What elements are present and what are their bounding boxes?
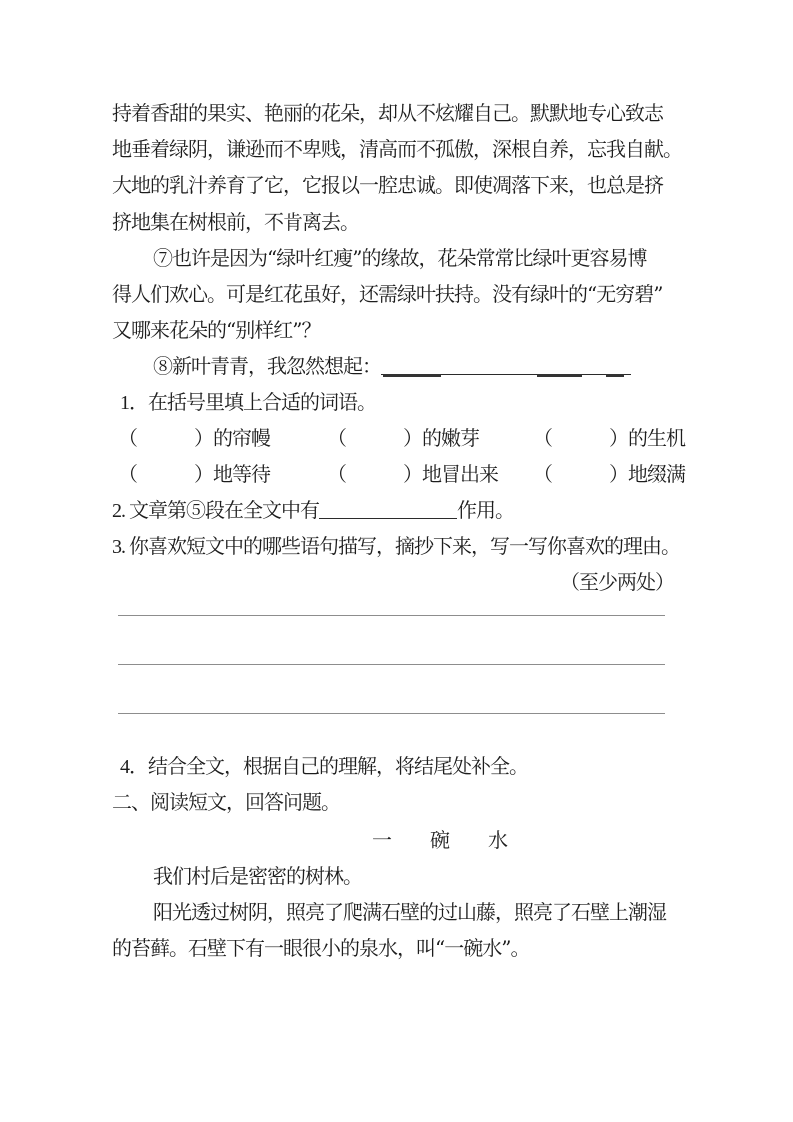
ink-mark bbox=[537, 374, 582, 377]
fill-blank-wait[interactable]: （ ）地等待 bbox=[118, 463, 270, 486]
rule-line bbox=[118, 713, 665, 714]
fill-blank-cover[interactable]: （ ）地缀满 bbox=[533, 463, 685, 486]
answer-line[interactable] bbox=[112, 713, 680, 749]
question-1-row1 bbox=[112, 421, 685, 457]
passage1-para7-line: ⑦也许是因为“绿叶红瘦”的缘故，花朵常常比绿叶更容易博 bbox=[153, 245, 647, 270]
worksheet-content bbox=[112, 95, 685, 966]
passage2-line: 的苔藓。石壁下有一眼很小的泉水，叫“一碗水”。 bbox=[112, 936, 530, 961]
fill-blank-vitality[interactable]: （ ）的生机 bbox=[533, 427, 685, 450]
question-1-row2 bbox=[112, 457, 685, 493]
fill-blank-bud[interactable]: （ ）的嫩芽 bbox=[327, 427, 479, 450]
rule-line bbox=[118, 615, 665, 616]
passage1-para8-line bbox=[112, 348, 680, 384]
question-2-blank[interactable] bbox=[319, 498, 457, 519]
question-4-label: 4．结合全文，根据自己的理解，将结尾处补全。 bbox=[120, 756, 528, 779]
question-2-prefix: 2. 文章第⑤段在全文中有 bbox=[112, 500, 319, 523]
question-2-label bbox=[112, 493, 680, 529]
passage1-line: 挤地集在树根前，不肯离去。 bbox=[112, 209, 359, 234]
passage1-para7-line: 得人们欢心。可是红花虽好，还需绿叶扶持。没有绿叶的“无穷碧” bbox=[112, 281, 663, 306]
para8-text: ⑧新叶青青，我忽然想起： bbox=[153, 354, 381, 379]
section2-heading: 二、阅读短文，回答问题。 bbox=[112, 792, 340, 815]
passage1-para7-line: 又哪来花朵的“别样红”？ bbox=[112, 318, 321, 343]
passage1-line: 大地的乳汁养育了它，它报以一腔忠诚。即使凋落下来，也总是挤 bbox=[112, 173, 663, 198]
question-1-label: 1．在括号里填上合适的词语。 bbox=[120, 391, 376, 414]
question-3-label: 3. 你喜欢短文中的哪些语句描写，摘抄下来，写一写你喜欢的理由。 bbox=[112, 536, 680, 559]
answer-line[interactable] bbox=[112, 615, 680, 651]
rule-line bbox=[118, 664, 665, 665]
ink-mark bbox=[606, 374, 624, 377]
fill-blank-curtain[interactable]: （ ）的帘幔 bbox=[118, 427, 270, 450]
para8-fill-in-blank[interactable] bbox=[381, 352, 631, 375]
question-3-note: （至少两处） bbox=[560, 572, 674, 595]
fill-blank-emerge[interactable]: （ ）地冒出来 bbox=[327, 463, 498, 486]
passage1-line: 持着香甜的果实、艳丽的花朵，却从不炫耀自己。默默地专心致志 bbox=[112, 101, 663, 125]
passage2-line: 阳光透过树阴，照亮了爬满石壁的过山藤，照亮了石壁上潮湿 bbox=[153, 899, 666, 924]
answer-line[interactable] bbox=[112, 664, 680, 700]
question-2-suffix: 作用。 bbox=[457, 500, 514, 523]
ink-mark bbox=[383, 374, 441, 377]
passage1-line: 地垂着绿阴，谦逊而不卑贱，清高而不孤傲，深根自养，忘我自献。 bbox=[112, 137, 682, 162]
passage2-title: 一 碗 水 bbox=[372, 827, 517, 852]
passage2-line: 我们村后是密密的树林。 bbox=[153, 863, 362, 888]
